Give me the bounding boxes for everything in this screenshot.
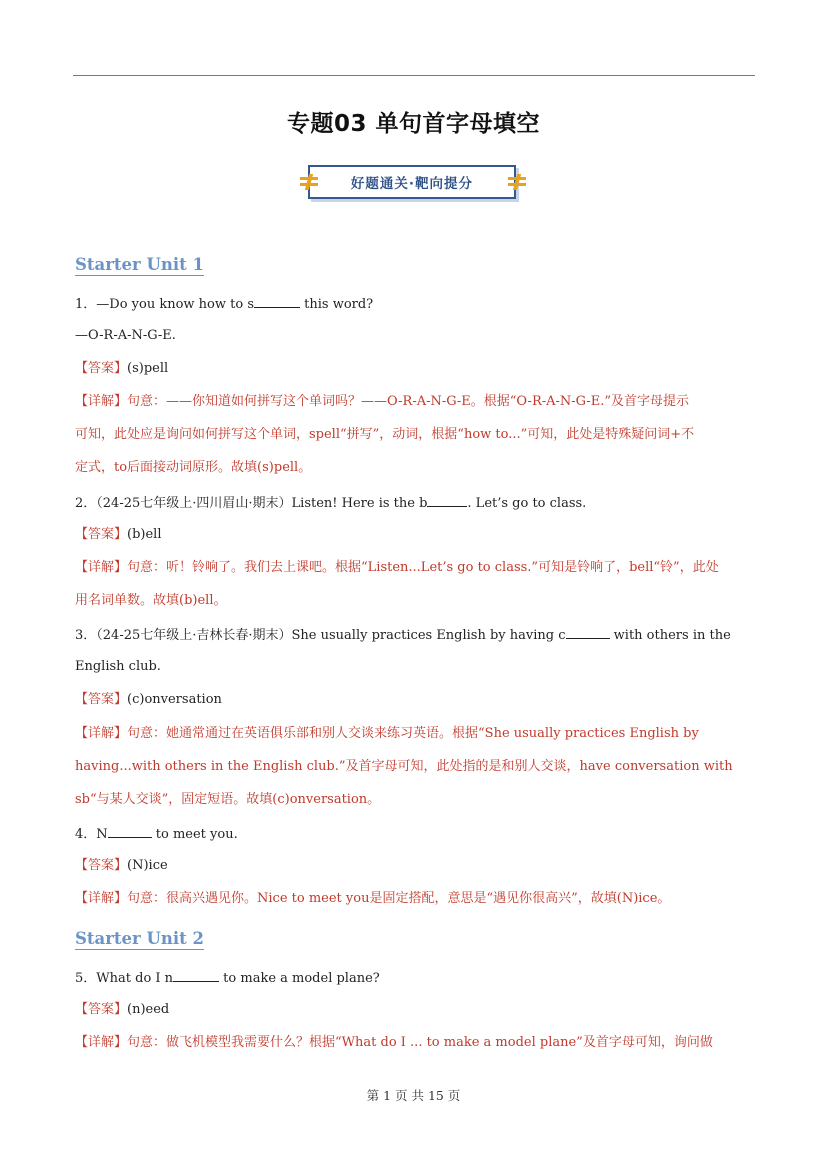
question-3 [75, 626, 731, 644]
header-rule [73, 75, 755, 76]
detail-1 [75, 394, 689, 410]
answer-2 [75, 527, 162, 543]
question-number: 1． [75, 297, 97, 312]
answer-5 [75, 1002, 169, 1018]
detail-1-line3: 定式，to后面接动词原形。故填(s)pell。 [75, 460, 312, 475]
page-title: 专题03 单句首字母填空 [286, 111, 540, 137]
detail-3-line3: sb“与某人交谈”，固定短语。故填(c)onversation。 [75, 792, 381, 807]
question-1 [75, 295, 373, 313]
answer-tag: 【答案】 [75, 1002, 128, 1017]
detail-text: 句意：很高兴遇见你。Nice to meet you是固定搭配，意思是“遇见你很高兴”，故填(N)ice。 [127, 891, 671, 906]
question-text: （24-25七年级上·四川眉山·期末）Listen! Here is the b [96, 496, 428, 511]
detail-2-line2: 用名词单数。故填(b)ell。 [75, 593, 227, 608]
question-number: 2． [75, 496, 97, 511]
answer-tag: 【答案】 [75, 858, 128, 873]
answer-value: (c)onversation [127, 692, 222, 707]
answer-1 [75, 361, 168, 377]
hash-decoration-icon [300, 175, 318, 189]
question-text: to meet you. [151, 827, 238, 842]
answer-tag: 【答案】 [75, 527, 128, 542]
detail-text: 句意：她通常通过在英语俱乐部和别人交谈来练习英语。根据“She usually practices English by [127, 726, 699, 741]
question-number: 5． [75, 971, 97, 986]
question-3-line2: English club. [75, 659, 161, 674]
answer-tag: 【答案】 [75, 692, 128, 707]
page-footer: 第 1 页 共 15 页 [366, 1088, 461, 1103]
question-text: with others in the [609, 628, 731, 643]
detail-5 [75, 1035, 713, 1051]
answer-tag: 【答案】 [75, 361, 128, 376]
question-number: 4． [75, 827, 97, 842]
banner-label: 好题通关·靶向提分 [308, 165, 516, 199]
unit-heading-2: Starter Unit 2 [75, 929, 204, 948]
question-text: this word? [300, 297, 374, 312]
detail-4 [75, 891, 670, 907]
answer-value: (b)ell [127, 527, 162, 542]
detail-tag: 【详解】 [75, 394, 128, 409]
detail-1-line2: 可知，此处应是询问如何拼写这个单词，spell“拼写”，动词，根据“how to...”可知，此处是特殊疑问词+不 [75, 427, 695, 442]
detail-text: 句意：听！铃响了。我们去上课吧。根据“Listen...Let’s go to class.”可知是铃响了，bell“铃”，此处 [127, 560, 719, 575]
blank [427, 494, 467, 507]
blank [566, 626, 610, 639]
detail-tag: 【详解】 [75, 560, 128, 575]
detail-text: 句意：做飞机模型我需要什么？根据“What do I ... to make a model plane”及首字母可知，询问做 [127, 1035, 713, 1050]
question-text: . Let’s go to class. [467, 496, 587, 511]
answer-value: (s)pell [127, 361, 169, 376]
detail-2 [75, 560, 719, 576]
question-text: to make a model plane? [219, 971, 380, 986]
blank [173, 969, 219, 982]
answer-3 [75, 692, 222, 708]
question-4 [75, 825, 238, 843]
detail-3-line2: having...with others in the English club.”及首字母可知，此处指的是和别人交谈，have conversation with [75, 759, 733, 774]
answer-4 [75, 858, 168, 874]
section-banner [298, 165, 528, 203]
question-text: （24-25七年级上·吉林长春·期末）She usually practices English by having c [96, 628, 566, 643]
detail-3 [75, 726, 699, 742]
answer-value: (n)eed [127, 1002, 170, 1017]
question-text: N [96, 827, 108, 842]
blank [108, 825, 152, 838]
detail-text: 句意：——你知道如何拼写这个单词吗？——O-R-A-N-G-E。根据“O-R-A-N-G-E.”及首字母提示 [127, 394, 689, 409]
question-number: 3． [75, 628, 97, 643]
hash-decoration-icon [508, 175, 526, 189]
question-1-line2: —O-R-A-N-G-E. [75, 328, 176, 343]
question-text: What do I n [96, 971, 174, 986]
question-2 [75, 494, 586, 512]
detail-tag: 【详解】 [75, 1035, 128, 1050]
unit-heading-1: Starter Unit 1 [75, 255, 204, 274]
question-5 [75, 969, 380, 987]
detail-tag: 【详解】 [75, 891, 128, 906]
answer-value: (N)ice [127, 858, 168, 873]
question-text: —Do you know how to s [96, 297, 254, 312]
blank [254, 295, 300, 308]
detail-tag: 【详解】 [75, 726, 128, 741]
